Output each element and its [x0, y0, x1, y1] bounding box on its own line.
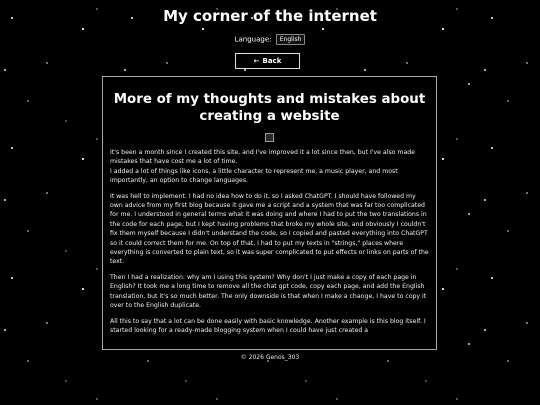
- language-label: Language:: [234, 35, 272, 44]
- post-title: More of my thoughts and mistakes about creating a website: [113, 92, 426, 124]
- post-body: [110, 148, 429, 335]
- broken-image-icon: [265, 133, 274, 142]
- footer-copyright: © 2026 Genos_303: [240, 354, 300, 361]
- site-title: My corner of the internet: [163, 7, 377, 25]
- back-button-label: Back: [262, 57, 282, 65]
- post-paragraph: [110, 148, 429, 186]
- language-select[interactable]: English: [276, 34, 306, 45]
- post-paragraph: All this to say that a lot can be done easily with basic knowledge. Another example is this blog itself. I started looking for a ready-made blogging system when I could have just created a: [110, 317, 426, 334]
- back-arrow-icon: ←: [253, 57, 260, 65]
- post-paragraph-line: It's been a month since I created this site, and I've improved it a lot since then, but I've also made mistakes that have cost me a lot of time.: [110, 149, 415, 166]
- post-paragraph: Then I had a realization: why am I using this system? Why don't I just make a copy of each page in English? It took me a long time to remove all the chat gpt code, copy each page, and add the English translation, but it's so much better. The only downside is that when I make a change, I have to copy it over to the English duplicate.: [110, 273, 427, 310]
- blog-post-card[interactable]: [102, 76, 437, 350]
- post-paragraph-line: I added a lot of things like icons, a little character to represent me, a music player, and most importantly, an option to change languages.: [110, 167, 398, 185]
- back-button[interactable]: [235, 53, 300, 69]
- post-paragraph: It was hell to implement. I had no idea how to do it, so I asked ChatGPT. I should have followed my own advice from my first blog because it gave me a script and a system that was far too complicated for me. I understood in general terms what it was doing and where I had to put the two translations in the code for each page, but I kept having problems that broke my whole site, and obviously I couldn't fix them myself because I didn't understand the code, so I copied and pasted everything into ChatGPT so it could correct them for me. On top of that, I had to put my texts in "strings," places where everything is converted to plain text, so it was super complicated to put effects or links on parts of the text.: [110, 192, 429, 266]
- language-switcher: [0, 34, 540, 45]
